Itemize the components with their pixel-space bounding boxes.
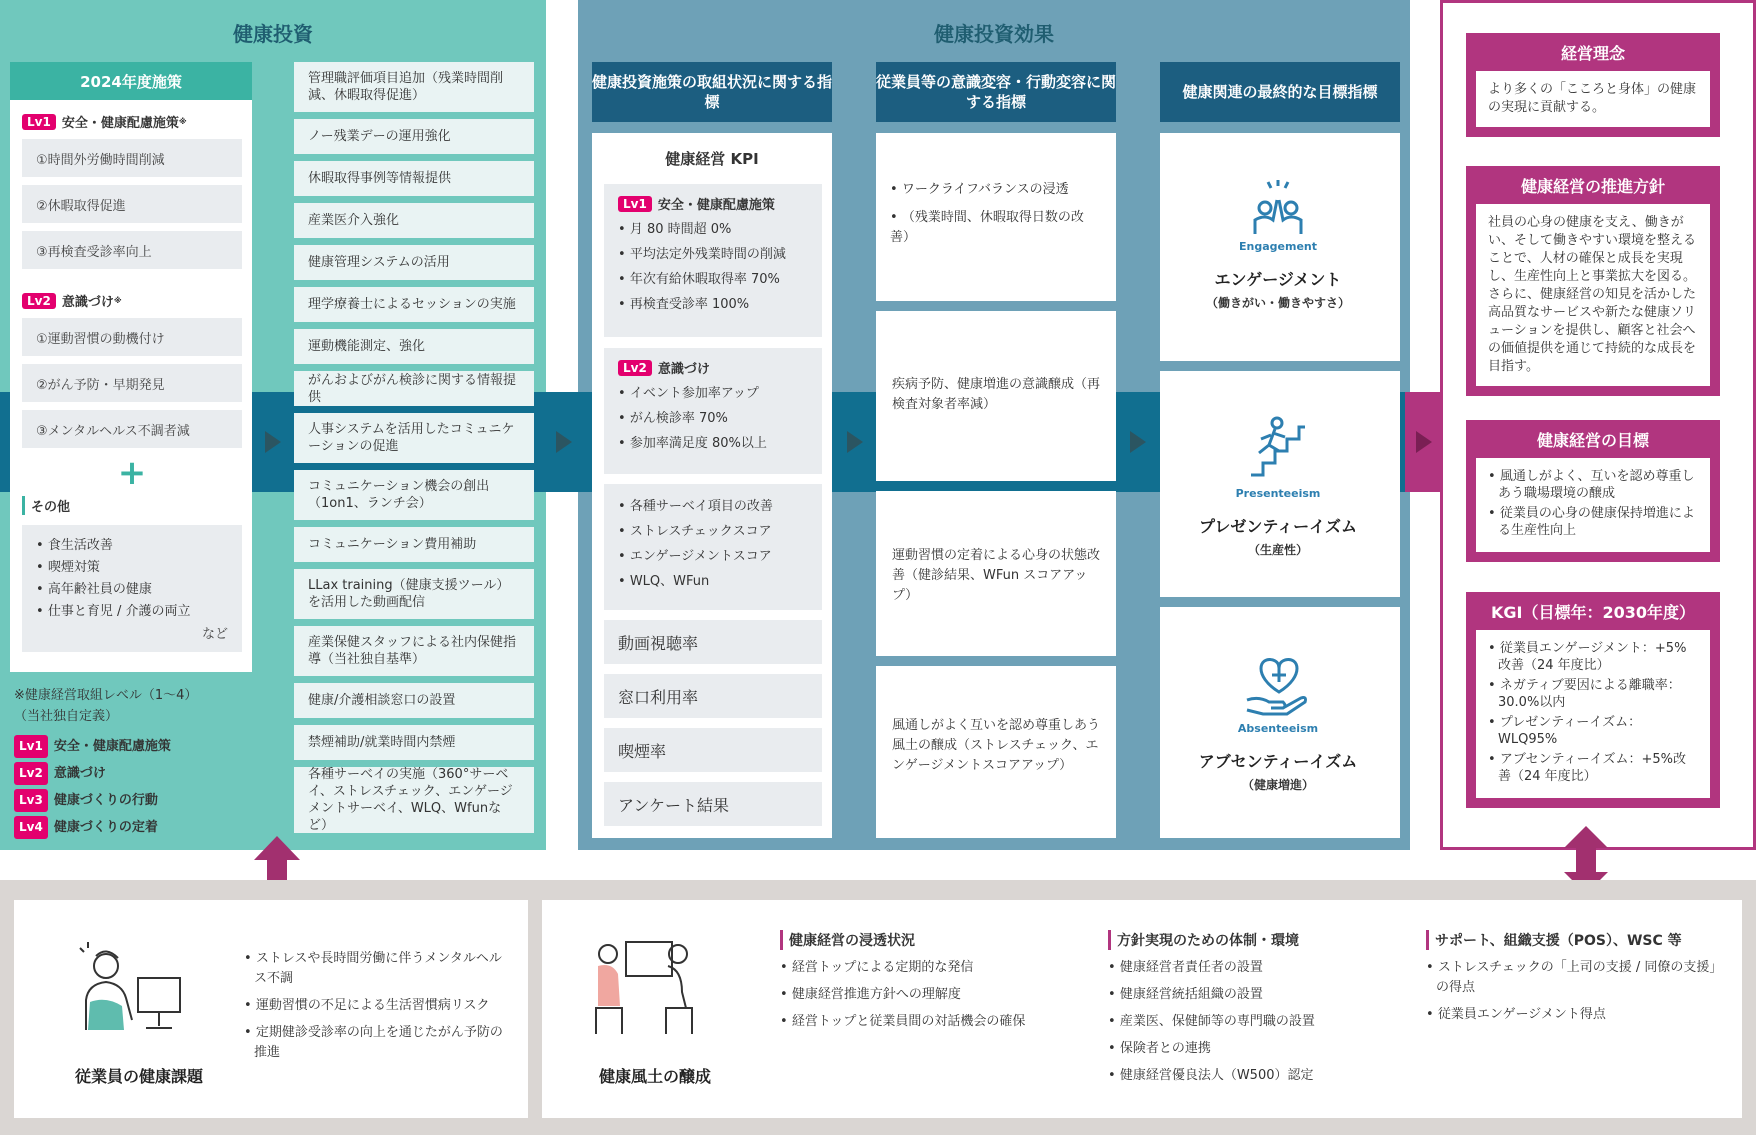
lv1-item: ③再検査受診率向上 <box>22 231 242 269</box>
c3-item: • ストレスチェックの「上司の支援 / 同僚の支援」の得点 <box>1426 958 1716 998</box>
kgi-item: • ネガティブ要因による離職率：30.0%以内 <box>1488 677 1698 711</box>
kpi-other: 喫煙率 <box>604 728 822 772</box>
goal-en: Presenteeism <box>1235 487 1321 500</box>
lv1-row <box>22 112 242 131</box>
other-box <box>22 525 242 652</box>
level-label: 意識づけ <box>53 766 106 781</box>
kpi-other: 動画視聴率 <box>604 620 822 664</box>
lv1-label: 安全・健康配慮施策 <box>61 116 179 131</box>
measure-item: ノー残業デーの運用強化 <box>294 119 534 154</box>
kpi-item: • 再検査受診率 100% <box>618 292 808 317</box>
goal-jp: エンゲージメント <box>1214 270 1342 289</box>
lv2-row <box>22 291 242 310</box>
kpi-lv1-row <box>618 194 808 213</box>
issues-title: 従業員の健康課題 <box>74 1067 203 1086</box>
measure-item: 産業医介入強化 <box>294 203 534 238</box>
goal-body <box>1466 458 1720 562</box>
measure-item: 理学療養士によるセッションの実施 <box>294 287 534 322</box>
c3-header: サポート、組織支援（POS）、WSC 等 <box>1426 930 1716 950</box>
kpi-item: • 平均法定外残業時間の削減 <box>618 242 808 267</box>
kgi-header: KGI（目標年：2030年度） <box>1466 592 1720 630</box>
level-badge: Lv3 <box>14 789 48 812</box>
culture-col-1 <box>780 930 1080 1032</box>
kpi-survey-box <box>604 484 822 610</box>
lv2-item: ②がん予防・早期発見 <box>22 364 242 402</box>
philosophy-header: 経営理念 <box>1466 33 1720 71</box>
other-item: • 高年齢社員の健康 <box>36 579 228 601</box>
measure-item: 運動機能測定、強化 <box>294 329 534 364</box>
note-line: （当社独自定義） <box>14 709 119 724</box>
goal-sub: （生産性） <box>1247 543 1308 557</box>
col1-header: 健康投資施策の取組状況に関する指標 <box>592 62 832 122</box>
effect-title: 健康投資効果 <box>934 22 1054 46</box>
culture-title: 健康風土の醸成 <box>598 1067 711 1086</box>
c1-item: • 経営トップによる定期的な発信 <box>780 958 1080 978</box>
lv2-badge: Lv2 <box>22 293 56 309</box>
issues-list <box>244 942 514 1063</box>
c2-item: • 健康経営統括組織の設置 <box>1108 985 1408 1005</box>
kpi-lv2-box <box>604 348 822 474</box>
culture-col-2 <box>1108 930 1408 1086</box>
kpi-item: • 各種サーベイ項目の改善 <box>618 494 808 519</box>
flow-arrow <box>265 431 281 453</box>
c2-item: • 健康経営者責任者の設置 <box>1108 958 1408 978</box>
kpi-item: • エンゲージメントスコア <box>618 544 808 569</box>
issue-item: • ストレスや長時間労働に伴うメンタルヘルス不調 <box>244 949 514 989</box>
heart-hand-icon <box>1243 652 1313 718</box>
kpi-lv2-label: 意識づけ <box>657 362 710 377</box>
measure-item: 健康/介護相談窓口の設置 <box>294 683 534 718</box>
policy-body <box>1466 204 1720 396</box>
measure-item: コミュニケーション機会の創出（1on1、ランチ会） <box>294 470 534 520</box>
goal-item: • 従業員の心身の健康保持増進による生産性向上 <box>1488 505 1698 539</box>
goal-en: Absenteeism <box>1237 722 1319 735</box>
behavior-text: 風通しがよく互いを認め尊重しあう風土の醸成（ストレスチェック、エンゲージメントスコアアップ） <box>892 718 1101 773</box>
philosophy-text: より多くの「こころと身体」の健康の実現に貢献する。 <box>1476 71 1710 127</box>
kpi-item: • 参加率満足度 80%以上 <box>618 431 808 456</box>
measure-item: LLax training（健康支援ツール）を活用した動画配信 <box>294 569 534 619</box>
level-def <box>14 789 197 812</box>
flow-arrow <box>847 431 863 453</box>
measure-item: 健康管理システムの活用 <box>294 245 534 280</box>
lv1-mark: ※ <box>178 117 187 126</box>
lv2-item: ①運動習慣の動機付け <box>22 318 242 356</box>
kgi-item: • 従業員エンゲージメント：+5%改善（24 年度比） <box>1488 640 1698 674</box>
kpi-lv2-badge: Lv2 <box>618 360 652 376</box>
other-item: • 仕事と育児 / 介護の両立 <box>36 601 228 623</box>
c2-header: 方針実現のための体制・環境 <box>1108 930 1408 950</box>
level-def <box>14 816 197 839</box>
goal-sub: （健康増進） <box>1241 778 1314 792</box>
measure-item: がんおよびがん検診に関する情報提供 <box>294 371 534 406</box>
c1-header: 健康経営の浸透状況 <box>780 930 1080 950</box>
level-label: 健康づくりの行動 <box>53 793 158 808</box>
measure-item: 禁煙補助/就業時間内禁煙 <box>294 725 534 760</box>
kpi-item: • 年次有給休暇取得率 70% <box>618 267 808 292</box>
kpi-lv2-row <box>618 358 808 377</box>
behavior-text: 疾病予防、健康増進の意識醸成（再検査対象者率減） <box>892 377 1101 412</box>
kpi-title: 健康経営 KPI <box>665 150 759 168</box>
level-def <box>14 735 197 758</box>
level-badge: Lv1 <box>14 735 48 758</box>
behavior-item: • ワークライフバランスの浸透 <box>890 180 1102 200</box>
investment-title: 健康投資 <box>233 22 313 46</box>
lv1-badge: Lv1 <box>22 114 56 130</box>
measure-item: 各種サーベイの実施（360°サーベイ、ストレスチェック、エンゲージメントサーベイ、WLQ、Wfunなど） <box>294 767 534 833</box>
issue-item: • 運動習慣の不足による生活習慣病リスク <box>244 996 514 1016</box>
engagement-goal <box>1162 180 1394 311</box>
flow-arrow <box>1130 431 1146 453</box>
measure-item: 管理職評価項目追加（残業時間削減、休暇取得促進） <box>294 62 534 112</box>
goal-jp: プレゼンティーイズム <box>1199 517 1357 536</box>
goal-en: Engagement <box>1239 240 1317 253</box>
lv1-item: ①時間外労働時間削減 <box>22 139 242 177</box>
philosophy-body <box>1466 71 1720 137</box>
high-five-icon <box>1243 180 1313 236</box>
fy2024-panel <box>10 62 252 672</box>
c2-item: • 産業医、保健師等の専門職の設置 <box>1108 1012 1408 1032</box>
plus-sign: + <box>117 453 147 493</box>
behavior-list <box>890 180 1102 248</box>
level-def <box>14 762 197 785</box>
c3-item: • 従業員エンゲージメント得点 <box>1426 1005 1716 1025</box>
measure-item: 産業保健スタッフによる社内保健指導（当社独自基準） <box>294 626 534 676</box>
c1-item: • 経営トップと従業員間の対話機会の確保 <box>780 1012 1080 1032</box>
kpi-item: • イベント参加率アップ <box>618 381 808 406</box>
lv2-label: 意識づけ <box>61 295 114 310</box>
kpi-other: アンケート結果 <box>604 782 822 826</box>
consultation-icon <box>582 936 706 1036</box>
kpi-item: • ストレスチェックスコア <box>618 519 808 544</box>
behavior-item: • （残業時間、休暇取得日数の改善） <box>890 208 1102 248</box>
measure-item: 休暇取得事例等情報提供 <box>294 161 534 196</box>
measure-item: コミュニケーション費用補助 <box>294 527 534 562</box>
issue-item: • 定期健診受診率の向上を通じたがん予防の推進 <box>244 1023 514 1063</box>
policy-header: 健康経営の推進方針 <box>1466 166 1720 204</box>
col2-header: 従業員等の意識変容・行動変容に関する指標 <box>876 62 1116 122</box>
lv1-item: ②休暇取得促進 <box>22 185 242 223</box>
kpi-lv1-label: 安全・健康配慮施策 <box>657 198 775 213</box>
other-suffix: など <box>201 627 228 642</box>
c2-item: • 健康経営優良法人（W500）認定 <box>1108 1066 1408 1086</box>
lv2-mark: ※ <box>113 296 122 305</box>
kpi-item: • がん検診率 70% <box>618 406 808 431</box>
policy-text: 社員の心身の健康を支え、働きがい、そして働きやすい環境を整えることで、人材の確保と成長を実現し、生産性向上と事業拡大を図る。さらに、健康経営の知見を活かした高品質なサービスや新たな健康ソリューションを提供し、顧客と社会への価値提供を通じて持続的な成長を目指す。 <box>1476 204 1710 386</box>
goal-sub: （働きがい・働きやすさ） <box>1205 296 1350 310</box>
behavior-text: 運動習慣の定着による心身の状態改善（健診結果、WFun スコアアップ） <box>892 548 1101 603</box>
kpi-lv1-box <box>604 184 822 337</box>
goal-header: 健康経営の目標 <box>1466 420 1720 458</box>
kpi-item: • WLQ、WFun <box>618 569 808 594</box>
note-line: ※健康経営取組レベル（1～4） <box>14 688 198 703</box>
kgi-body <box>1466 630 1720 808</box>
presenteeism-goal <box>1162 413 1394 558</box>
culture-col-3 <box>1426 930 1716 1025</box>
c1-item: • 健康経営推進方針への理解度 <box>780 985 1080 1005</box>
measure-item: 人事システムを活用したコミュニケーションの促進 <box>294 413 534 463</box>
level-badge: Lv4 <box>14 816 48 839</box>
level-note <box>14 685 197 839</box>
goal-jp: アブセンティーイズム <box>1198 752 1358 771</box>
other-label: その他 <box>22 496 242 515</box>
up-arrow <box>254 836 300 886</box>
kgi-item: • アブセンティーイズム：+5%改善（24 年度比） <box>1488 751 1698 785</box>
level-badge: Lv2 <box>14 762 48 785</box>
kgi-item: • プレゼンティーイズム：WLQ95% <box>1488 714 1698 748</box>
flow-arrow <box>556 431 572 453</box>
fy2024-header: 2024年度施策 <box>10 62 252 100</box>
other-item: • 食生活改善 <box>36 535 228 557</box>
absenteeism-goal <box>1162 652 1394 793</box>
kpi-item: • 月 80 時間超 0% <box>618 217 808 242</box>
goal-item: • 風通しがよく、互いを認め尊重しあう職場環境の醸成 <box>1488 468 1698 502</box>
lv2-item: ③メンタルヘルス不調者減 <box>22 410 242 448</box>
climbing-stairs-icon <box>1243 413 1313 483</box>
col3-header: 健康関連の最終的な目標指標 <box>1160 62 1400 122</box>
flow-arrow <box>1416 431 1432 453</box>
c2-item: • 保険者との連携 <box>1108 1039 1408 1059</box>
kpi-other: 窓口利用率 <box>604 674 822 718</box>
other-item: • 喫煙対策 <box>36 557 228 579</box>
level-label: 安全・健康配慮施策 <box>53 739 171 754</box>
kpi-lv1-badge: Lv1 <box>618 196 652 212</box>
worried-employee-icon <box>66 940 184 1036</box>
level-label: 健康づくりの定着 <box>53 820 158 835</box>
